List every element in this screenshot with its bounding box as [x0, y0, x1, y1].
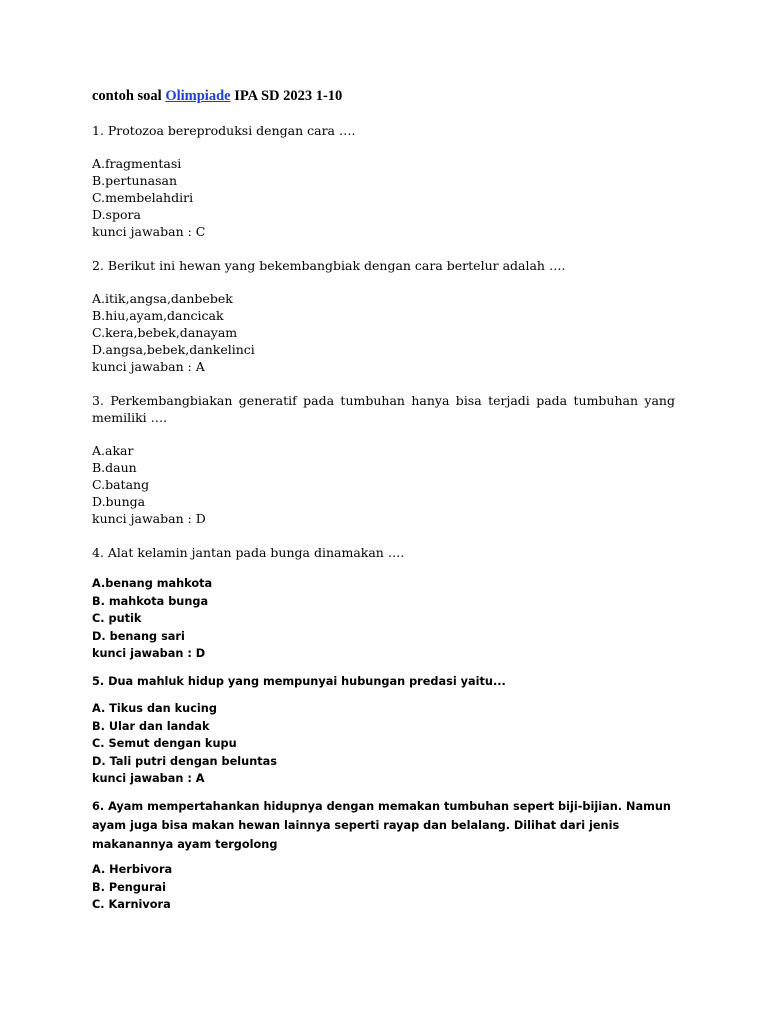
option-5b: B. Ular dan landak: [92, 719, 210, 733]
options-4: [92, 575, 675, 663]
question-2: 2. Berikut ini hewan yang bekembangbiak dengan cara bertelur adalah ….: [92, 258, 566, 273]
options-5: [92, 700, 675, 788]
option-5a: A. Tikus dan kucing: [92, 702, 217, 715]
option-3b: B.daun: [92, 460, 137, 475]
answer-2: kunci jawaban : A: [92, 359, 205, 374]
answer-3: kunci jawaban : D: [92, 511, 206, 526]
option-2a: A.itik,angsa,danbebek: [92, 291, 233, 306]
option-1d: D.spora: [92, 207, 141, 222]
option-1b: B.pertunasan: [92, 173, 178, 188]
option-4d: D. benang sari: [92, 629, 185, 643]
question-3: 3. Perkembangbiakan generatif pada tumbuhan hanya bisa terjadi pada tumbuhan yang memiliki ….: [92, 393, 675, 425]
option-4a: A.benang mahkota: [92, 577, 213, 590]
option-3c: C.batang: [92, 477, 150, 492]
option-2c: C.kera,bebek,danayam: [92, 325, 238, 340]
option-2b: B.hiu,ayam,dancicak: [92, 308, 224, 323]
title-prefix: contoh soal: [92, 88, 166, 104]
option-1c: C.membelahdiri: [92, 190, 194, 205]
question-5: 5. Dua mahluk hidup yang mempunyai hubungan predasi yaitu...: [92, 675, 506, 688]
options-3: [92, 442, 675, 527]
answer-1: kunci jawaban : C: [92, 224, 206, 239]
option-3d: D.bunga: [92, 494, 146, 509]
option-3a: A.akar: [92, 443, 134, 458]
options-6: [92, 861, 675, 914]
option-6c: C. Karnivora: [92, 898, 171, 912]
options-2: [92, 290, 675, 375]
option-4c: C. putik: [92, 612, 142, 626]
option-6b: B. Pengurai: [92, 880, 167, 894]
title-suffix: IPA SD 2023 1-10: [230, 88, 343, 104]
olimpiade-link[interactable]: Olimpiade: [165, 88, 231, 104]
option-2d: D.angsa,bebek,dankelinci: [92, 342, 255, 357]
question-4: 4. Alat kelamin jantan pada bunga dinamakan ….: [92, 545, 405, 560]
option-5c: C. Semut dengan kupu: [92, 737, 237, 751]
option-6a: A. Herbivora: [92, 863, 173, 876]
question-1: 1. Protozoa bereproduksi dengan cara ….: [92, 123, 356, 138]
options-1: [92, 155, 675, 240]
answer-5: kunci jawaban : A: [92, 772, 205, 786]
question-6: 6. Ayam mempertahankan hidupnya dengan memakan tumbuhan sepert biji-bijian. Namun ayam juga bisa makan hewan lainnya seperti rayap dan belalang. Dilihat dari jenis makanannya ayam tergolong: [92, 800, 671, 851]
option-4b: B. mahkota bunga: [92, 594, 209, 608]
option-1a: A.fragmentasi: [92, 156, 182, 171]
page-title: [92, 88, 342, 105]
option-5d: D. Tali putri dengan beluntas: [92, 754, 277, 768]
answer-4: kunci jawaban : D: [92, 647, 206, 661]
